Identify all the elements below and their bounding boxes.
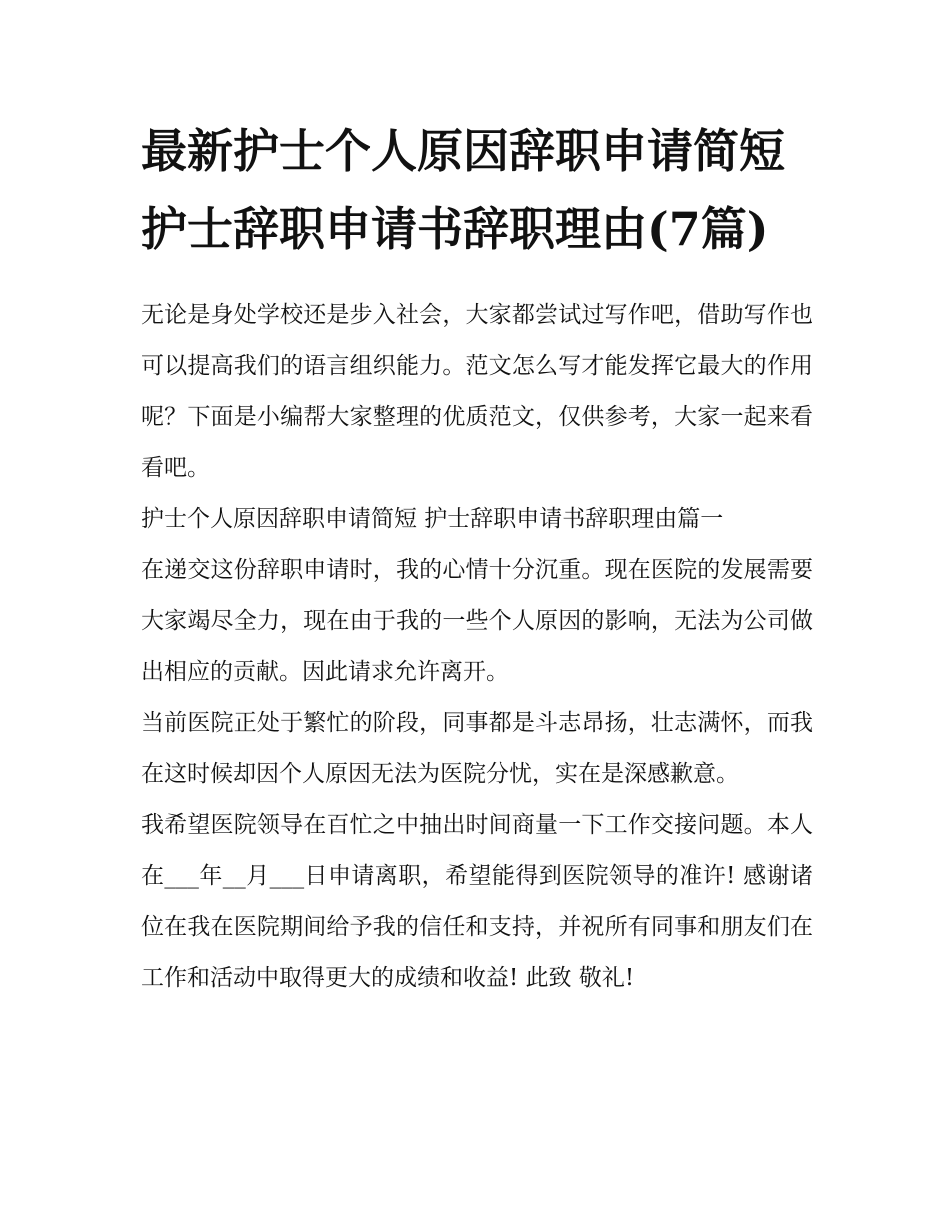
body-paragraph: 我希望医院领导在百忙之中抽出时间商量一下工作交接问题。本人在___年__月___日申请离职，希望能得到医院领导的准许! 感谢诸位在我在医院期间给予我的信任和支持，并祝所有同事和朋友们在工作和活动中取得更大的成绩和收益! 此致 敬礼! [141,812,813,991]
body-paragraph: 当前医院正处于繁忙的阶段，同事都是斗志昂扬，壮志满怀，而我在这时候却因个人原因无法为医院分忧，实在是深感歉意。 [141,710,813,787]
document-page [141,112,813,1004]
section-heading: 护士个人原因辞职申请简短 护士辞职申请书辞职理由篇一 [141,506,724,532]
document-title: 最新护士个人原因辞职申请简短 护士辞职申请书辞职理由(7篇) [141,124,785,256]
intro-paragraph: 无论是身处学校还是步入社会，大家都尝试过写作吧，借助写作也可以提高我们的语言组织能力。范文怎么写才能发挥它最大的作用呢？下面是小编帮大家整理的优质范文，仅供参考，大家一起来看看吧。 [141,302,813,481]
body-paragraph: 在递交这份辞职申请时，我的心情十分沉重。现在医院的发展需要大家竭尽全力，现在由于我的一些个人原因的影响，无法为公司做出相应的贡献。因此请求允许离开。 [141,557,813,685]
